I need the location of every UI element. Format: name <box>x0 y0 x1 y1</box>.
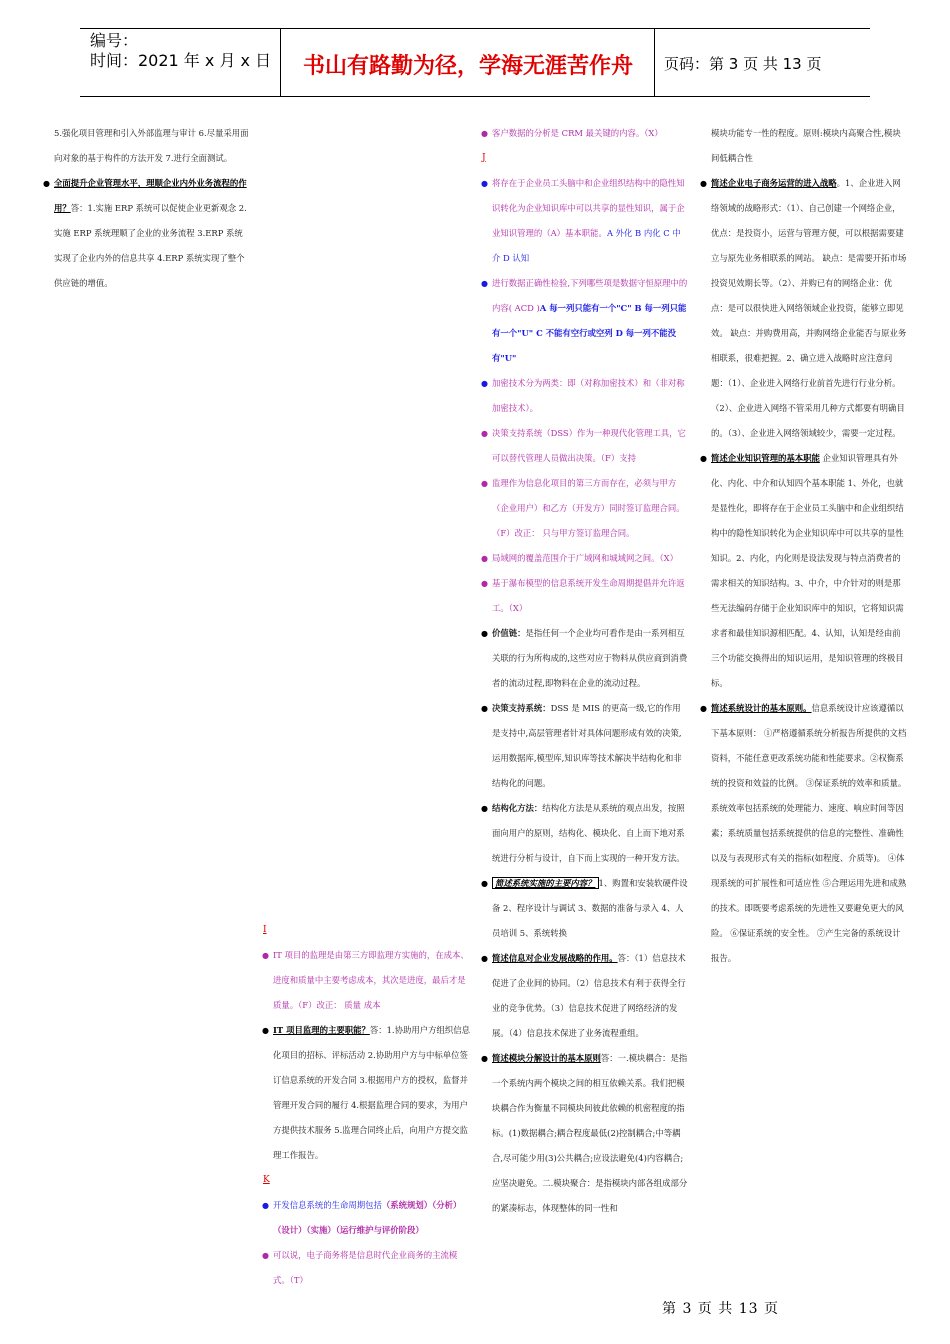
paragraph: 5.强化项目管理和引入外部监理与审计 6.尽量采用面向对象的基于构件的方法开发 7.进行全面测试。 <box>54 128 249 163</box>
answer-text: 1、购置和安装软硬件设备 2、程序设计与调试 3、数据的准备与录入 4、人员培训 5、系统转换 <box>492 878 688 938</box>
list-item <box>482 696 689 796</box>
page-footer: 第 3 页 共 13 页 <box>662 1301 779 1317</box>
bullet-icon: ● <box>481 629 488 638</box>
bullet-icon: ● <box>700 704 707 713</box>
bullet-icon: ● <box>481 704 488 713</box>
item-text: 客户数据的分析是 CRM 最关键的内容。（X） <box>492 128 663 138</box>
item-options: A 外化 B 内化 C 中介 D 认知 <box>492 228 681 263</box>
item-options: A 每一列只能有一个"C" B 每一列只能有一个"U" C 不能有空行或空列 D 每一列不能没有"U" <box>492 303 687 363</box>
term-text: 结构化方法是从系统的观点出发，按照面向用户的原则，结构化、模块化、自上而下地对系统进行分析与设计，自下而上实现的一种开发方法。 <box>492 803 685 863</box>
question-title: 简述信息对企业发展战略的作用。 <box>492 953 618 963</box>
column-3 <box>482 121 689 1221</box>
list-item <box>701 171 907 446</box>
question-title: 简述企业电子商务运营的进入战略 <box>711 178 837 188</box>
section-letter: I <box>263 925 267 935</box>
term-title: 价值链： <box>492 628 526 638</box>
bullet-icon: ● <box>481 879 488 888</box>
question-title: 简述模块分解设计的基本原则 <box>492 1053 601 1063</box>
term-text: 是指任何一个企业均可看作是由一系列相互关联的行为所构成的,这些对应于物料从供应商到消费者的流动过程,即物料在企业的流动过程。 <box>492 628 688 688</box>
bullet-icon: ● <box>262 1251 269 1260</box>
item-text: 基于瀑布模型的信息系统开发生命周期提倡并允许返工。（X） <box>492 578 685 613</box>
list-item <box>482 171 689 271</box>
item-text: 进行数据正确性检验,下列哪些项是数据守恒原理中的内容( ACD ) <box>492 278 688 313</box>
bullet-icon: ● <box>481 279 488 288</box>
list-item <box>482 371 689 421</box>
item-text: 加密技术分为两类：即（对称加密技术）和（非对称加密技术）。 <box>492 378 685 413</box>
term-text: DSS 是 MIS 的更高一级,它的作用是支持中,高层管理者针对具体问题形成有效的决策,运用数据库,模型库,知识库等技术解决半结构化和非结构化的问题。 <box>492 703 682 788</box>
list-item <box>263 1193 471 1243</box>
bullet-icon: ● <box>481 954 488 963</box>
answer-text: 答：一.模块耦合：是指一个系统内两个模块之间的相互依赖关系。我们把模块耦合作为衡量不同模块间彼此依赖的机密程度的指标。(1)数据耦合;耦合程度最低(2)控制耦合;中等耦合,尽可能少用(3)公共耦合;应设法避免(4)内容耦合;应坚决避免。二.模块聚合：是指模块内部各组成部分的紧凑标志，体现整体的同一性和 <box>492 1053 688 1213</box>
list-item <box>263 943 471 1018</box>
number-label: 编号： <box>90 31 139 50</box>
bullet-icon: ● <box>481 379 488 388</box>
item-text: 开发信息系统的生命周期包括 <box>273 1200 382 1210</box>
bullet-icon: ● <box>481 479 488 488</box>
item-text: 决策支持系统（DSS）作为一种现代化管理工具，它可以替代管理人员做出决策。（F）支持 <box>492 428 686 463</box>
list-item <box>482 421 689 471</box>
term-title: 结构化方法： <box>492 803 543 813</box>
list-item <box>482 621 689 696</box>
list-item <box>482 796 689 871</box>
divider <box>280 29 281 96</box>
section-letter: J <box>482 153 486 163</box>
answer-text: 信息系统设计应该遵循以下基本原则： ①严格遵循系统分析报告所提供的文档资料，不能任意更改系统功能和性能要求。②权衡系统的投资和效益的比例。 ③保证系统的效率和质量。系统效率包括系统的处理能力、速度、响应时间等因素；系统质量包括系统提供的信息的完整性、准确性以及与表现形式有关的指标(如程度、介质等)。 ④体现系统的可扩展性和可适应性 ⑤合理运用先进和成熟的技术。即既要考虑系统的先进性又要避免更大的风险。 ⑥保证系统的安全性。 ⑦产生完备的系统设计报告。 <box>711 703 907 963</box>
answer-text: 答：1.协助用户方组织信息化项目的招标、评标活动 2.协助用户方与中标单位签订信息系统的开发合同 3.根据用户方的授权，监督并管理开发合同的履行 4.根据监理合同的要求，为用户方提供技术服务 5.监理合同终止后，向用户方提交监理工作报告。 <box>273 1025 470 1160</box>
list-item <box>482 271 689 371</box>
item-text: 监理作为信息化项目的第三方而存在，必须与甲方（企业用户）和乙方（开发方）同时签订监理合同。（F）改正： 只与甲方签订监理合同。 <box>492 478 685 538</box>
column-1 <box>44 121 249 296</box>
list-item <box>263 1243 471 1293</box>
list-item <box>482 1046 689 1221</box>
bullet-icon: ● <box>700 179 707 188</box>
list-item <box>701 696 907 971</box>
header-meta <box>90 31 271 71</box>
question-title: 简述企业知识管理的基本职能 <box>711 453 820 463</box>
divider <box>654 29 655 96</box>
list-item <box>263 1018 471 1168</box>
bullet-icon: ● <box>43 179 50 188</box>
bullet-icon: ● <box>262 951 269 960</box>
column-4 <box>701 121 907 971</box>
list-item <box>482 871 689 946</box>
bullet-icon: ● <box>481 554 488 563</box>
question-title: IT 项目监理的主要职能？ <box>273 1025 370 1035</box>
list-item <box>701 446 907 696</box>
bullet-icon: ● <box>262 1201 269 1210</box>
page-info: 页码：第 3 页 共 13 页 <box>664 55 822 73</box>
list-item <box>482 546 689 571</box>
bullet-icon: ● <box>481 579 488 588</box>
question-title: 简述系统设计的基本原则。 <box>711 703 812 713</box>
answer-text: 。1、企业进入网络领域的战略形式：（1）、自己创建一个网络企业，优点：是投资小，运营与管理方便，可以根据需要建立与原先业务相联系的网站。 缺点：是需要开拓市场投资见效期长等。（2）、并购已有的网络企业：优点：是可以很快进入网络领域企业投资，能够立即见效。 缺点：并购费用高，并购网络企业能否与原业务相联系，很难把握。2、确立进入战略时应注意问题：（1）、企业进入网络行业前首先进行行业分析。 （2）、企业进入网络不管采用几种方式都要有明确目的。（3）、企业进入网络领域较少，需要一定过程。 <box>711 178 907 438</box>
list-item <box>482 471 689 546</box>
bullet-icon: ● <box>700 454 707 463</box>
answer-text: 答：1.实施 ERP 系统可以促使企业更新观念 2.实施 ERP 系统理顺了企业的业务流程 3.ERP 系统实现了企业内外的信息共享 4.ERP 系统实现了整个供应链的增值。 <box>54 203 247 288</box>
item-text: 局域网的覆盖范围介于广域网和城域网之间。（X） <box>492 553 679 563</box>
list-item <box>44 171 249 296</box>
section-letter: K <box>263 1175 270 1185</box>
question-title: 全面提升企业管理水平，理顺企业内外业务流程的作用？ <box>54 178 247 213</box>
item-text: IT 项目的监理是由第三方即监理方实施的，在成本、进度和质量中主要考虑成本，其次是进度，最后才是质量。（F）改正： 质量 成本 <box>273 950 469 1010</box>
item-text: 可以说，电子商务将是信息时代企业商务的主流模式。（T） <box>273 1250 458 1285</box>
bullet-icon: ● <box>262 1026 269 1035</box>
bullet-icon: ● <box>481 179 488 188</box>
page-header <box>80 28 870 97</box>
bullet-icon: ● <box>481 1054 488 1063</box>
term-title: 决策支持系统： <box>492 703 551 713</box>
bullet-icon: ● <box>481 429 488 438</box>
item-text: 将存在于企业员工头脑中和企业组织结构中的隐性知识转化为企业知识库中可以共享的显性知识，属于企业知识管理的（A）基本职能。 <box>492 178 685 238</box>
answer-text: 企业知识管理具有外化、内化、中介和认知四个基本职能 1、外化，也就是显性化，即将存在于企业员工头脑中和企业组织结构中的隐性知识转化为企业知识库中可以共享的显性知识。2、内化，内化则是设法发现与特点消费者的需求相关的知识结构。3、中介，中介针对的则是那些无法编码存储于企业知识库中的知识，它将知识需求者和最佳知识源相匹配。4、认知，认知是经由前三个功能交换得出的知识运用，是知识管理的终极目标。 <box>711 453 904 688</box>
motto: 书山有路勤为径，学海无涯苦作舟 <box>302 54 633 79</box>
question-title: 简述系统实施的主要内容？ <box>492 877 599 889</box>
time-label: 时间：2021 年 x 月 x 日 <box>90 51 272 70</box>
bullet-icon: ● <box>481 129 488 138</box>
list-item <box>482 946 689 1046</box>
bullet-icon: ● <box>481 804 488 813</box>
column-2 <box>263 918 471 1293</box>
answer-text: 答：（1）信息技术促进了企业间的协同。（2）信息技术有利于获得全行业的竞争优势。（3）信息技术促进了网络经济的发展。（4）信息技术保进了业务流程重组。 <box>492 953 686 1038</box>
item-emphasis: （系统规划）（分析）（设计）（实施）（运行维护与评价阶段） <box>273 1200 462 1235</box>
list-item <box>482 571 689 621</box>
paragraph: 模块功能专一性的程度。原则:模块内高聚合性,模块间低耦合性 <box>711 128 901 163</box>
list-item <box>482 121 689 146</box>
